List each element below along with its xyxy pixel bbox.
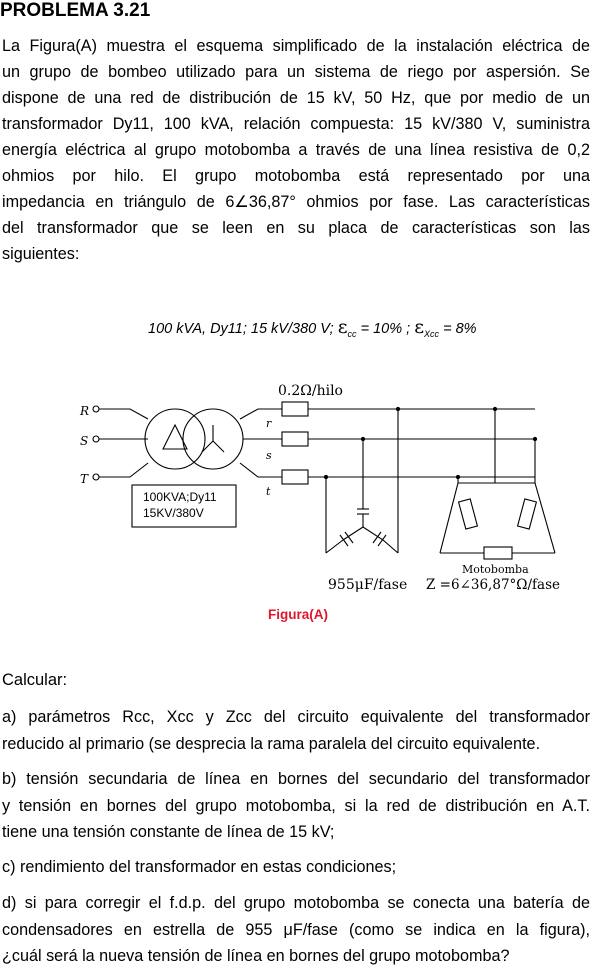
motor-impedance-label: Z =6∠36,87°Ω/fase [426, 577, 560, 593]
problem-statement [2, 33, 590, 267]
question-a [2, 704, 590, 757]
question-line: ¿cuál será la nueva tensión de línea en bornes del grupo motobomba? [2, 947, 510, 965]
statement-line: del transformador que se leen en su placa de características son las [2, 219, 590, 237]
statement-line: La Figura(A) muestra el esquema simplificado de la instalación eléctrica de [2, 37, 590, 55]
transformer-spec: 100 kVA, Dy11; 15 kV/380 V; $\varepsilon_{cc} = 10\%$ ; $\varepsilon_{Xcc} = 8\%$ [148, 316, 477, 339]
calc-heading: Calcular: [2, 671, 68, 689]
motor-name-label: Motobomba [462, 563, 529, 576]
phase-label-S: S [80, 434, 89, 448]
phase-label-t: t [266, 485, 271, 498]
question-line: d) si para corregir el f.d.p. del grupo motobomba se conecta una batería de [2, 894, 590, 912]
question-d [2, 890, 590, 970]
statement-line: dispone de una red de distribución de 15 kV, 50 Hz, que por medio de un [2, 89, 590, 107]
question-line: b) tensión secundaria de línea en bornes del secundario del transformador [2, 770, 590, 788]
question-line: tiene una tensión constante de línea de 15 kV; [2, 823, 335, 841]
question-b [2, 766, 590, 846]
figure-caption: Figura(A) [268, 607, 328, 622]
question-line: y tensión en bornes del grupo motobomba, si la red de distribución en A.T. [2, 796, 590, 815]
question-line: a) parámetros Rcc, Xcc y Zcc del circuito equivalente del transformador [2, 708, 590, 726]
question-c [2, 854, 590, 881]
capacitor-label: 955μF/fase [328, 577, 408, 593]
phase-label-T: T [80, 472, 89, 486]
phase-label-R: R [80, 404, 90, 418]
question-line: c) rendimiento del transformador en estas condiciones; [2, 858, 397, 876]
statement-line: energía eléctrica al grupo motobomba a través de una línea resistiva de 0,2 [2, 141, 590, 159]
statement-line: un grupo de bombeo utilizado para un sistema de riego por aspersión. Se [2, 63, 590, 81]
line-resistance-label: 0.2Ω/hilo [278, 383, 343, 399]
phase-label-s: s [266, 449, 272, 462]
statement-line: transformador Dy11, 100 kVA, relación compuesta: 15 kV/380 V, suministra [2, 115, 590, 133]
trafo-box-line2: 15KV/380V [143, 506, 204, 520]
statement-line: ohmios por hilo. El grupo motobomba está representado por una [2, 167, 590, 185]
circuit-diagram [0, 375, 593, 615]
statement-line: impedancia en triángulo de 6∠36,87° ohmios por fase. Las características [2, 193, 590, 211]
trafo-box-line1: 100KVA;Dy11 [143, 490, 217, 504]
question-line: condensadores en estrella de 955 μF/fase (como se indica en la figura), [2, 920, 590, 939]
question-line: reducido al primario (se desprecia la rama paralela del circuito equivalente. [2, 734, 541, 753]
phase-label-r: r [266, 417, 272, 430]
statement-line: siguientes: [2, 245, 80, 263]
problem-title: PROBLEMA 3.21 [0, 0, 151, 21]
